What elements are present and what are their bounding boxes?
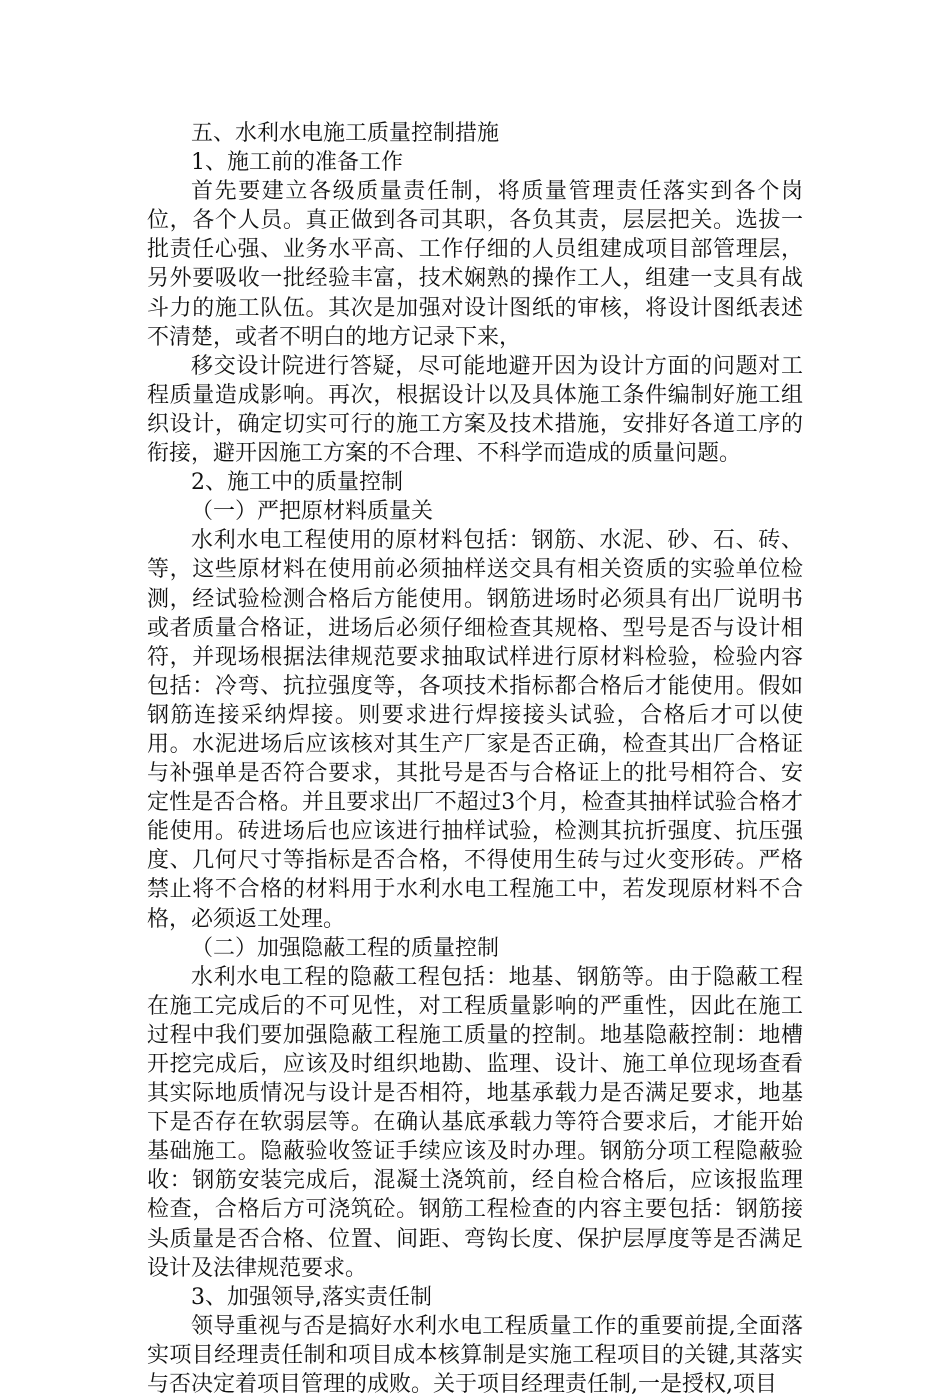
- item-heading-1: （一）严把原材料质量关: [191, 499, 434, 525]
- subsection-heading-2: 2、施工中的质量控制: [191, 470, 403, 496]
- paragraph-2: 移交设计院进行答疑，尽可能地避开因为设计方面的问题对工程质量造成影响。再次，根据设计以及具体施工条件编制好施工组织设计，确定切实可行的施工方案及技术措施，安排好各道工序的衔接，避开因施工方案的不合理、不科学而造成的质量问题。: [147, 353, 803, 467]
- subsection-heading-3: 3、加强领导,落实责任制: [191, 1284, 432, 1310]
- section-title: 五、水利水电施工质量控制措施: [191, 121, 500, 146]
- paragraph-3: 水利水电工程使用的原材料包括：钢筋、水泥、砂、石、砖、等，这些原材料在使用前必须抽样送交具有相关资质的实验单位检测，经试验检测合格后方能使用。钢筋进场时必须具有出厂说明书或者质量合格证，进场后必须仔细检查其规格、型号是否与设计相符，并现场根据法律规范要求抽取试样进行原材料检验，检验内容包括：冷弯、抗拉强度等，各项技术指标都合格后才能使用。假如钢筋连接采纳焊接。则要求进行焊接接头试验，合格后才可以使用。水泥进场后应该核对其生产厂家是否正确，检查其出厂合格证与补强单是否符合要求，其批号是否与合格证上的批号相符合、安定性是否合格。并且要求出厂不超过3个月，检查其抽样试验合格才能使用。砖进场后也应该进行抽样试验，检测其抗折强度、抗压强度、几何尺寸等指标是否合格，不得使用生砖与过火变形砖。严格禁止将不合格的材料用于水利水电工程施工中，若发现原材料不合格，必须返工处理。: [147, 528, 803, 932]
- paragraph-5: 领导重视与否是搞好水利水电工程质量工作的重要前提,全面落实项目经理责任制和项目成本核算制是实施工程项目的关键,其落实与否决定着项目管理的成败。关于项目经理责任制,一是授权,项目: [147, 1313, 803, 1398]
- paragraph-1: 首先要建立各级质量责任制，将质量管理责任落实到各个岗位，各个人员。真正做到各司其职，各负其责，层层把关。选拔一批责任心强、业务水平高、工作仔细的人员组建成项目部管理层，另外要吸收一批经验丰富，技术娴熟的操作工人，组建一支具有战斗力的施工队伍。其次是加强对设计图纸的审核，将设计图纸表述不清楚，或者不明白的地方记录下来，: [147, 179, 803, 350]
- item-heading-2: （二）加强隐蔽工程的质量控制: [191, 935, 500, 961]
- document-body: [147, 119, 803, 1399]
- subsection-heading-1: 1、施工前的准备工作: [191, 150, 403, 176]
- paragraph-4: 水利水电工程的隐蔽工程包括：地基、钢筋等。由于隐蔽工程在施工完成后的不可见性，对工程质量影响的严重性，因此在施工过程中我们要加强隐蔽工程施工质量的控制。地基隐蔽控制：地槽开挖完成后，应该及时组织地勘、监理、设计、施工单位现场查看其实际地质情况与设计是否相符，地基承载力是否满足要求，地基下是否存在软弱层等。在确认基底承载力等符合要求后，才能开始基础施工。隐蔽验收签证手续应该及时办理。钢筋分项工程隐蔽验收：钢筋安装完成后，混凝土浇筑前，经自检合格后，应该报监理检查，合格后方可浇筑砼。钢筋工程检查的内容主要包括：钢筋接头质量是否合格、位置、间距、弯钩长度、保护层厚度等是否满足设计及法律规范要求。: [147, 964, 803, 1281]
